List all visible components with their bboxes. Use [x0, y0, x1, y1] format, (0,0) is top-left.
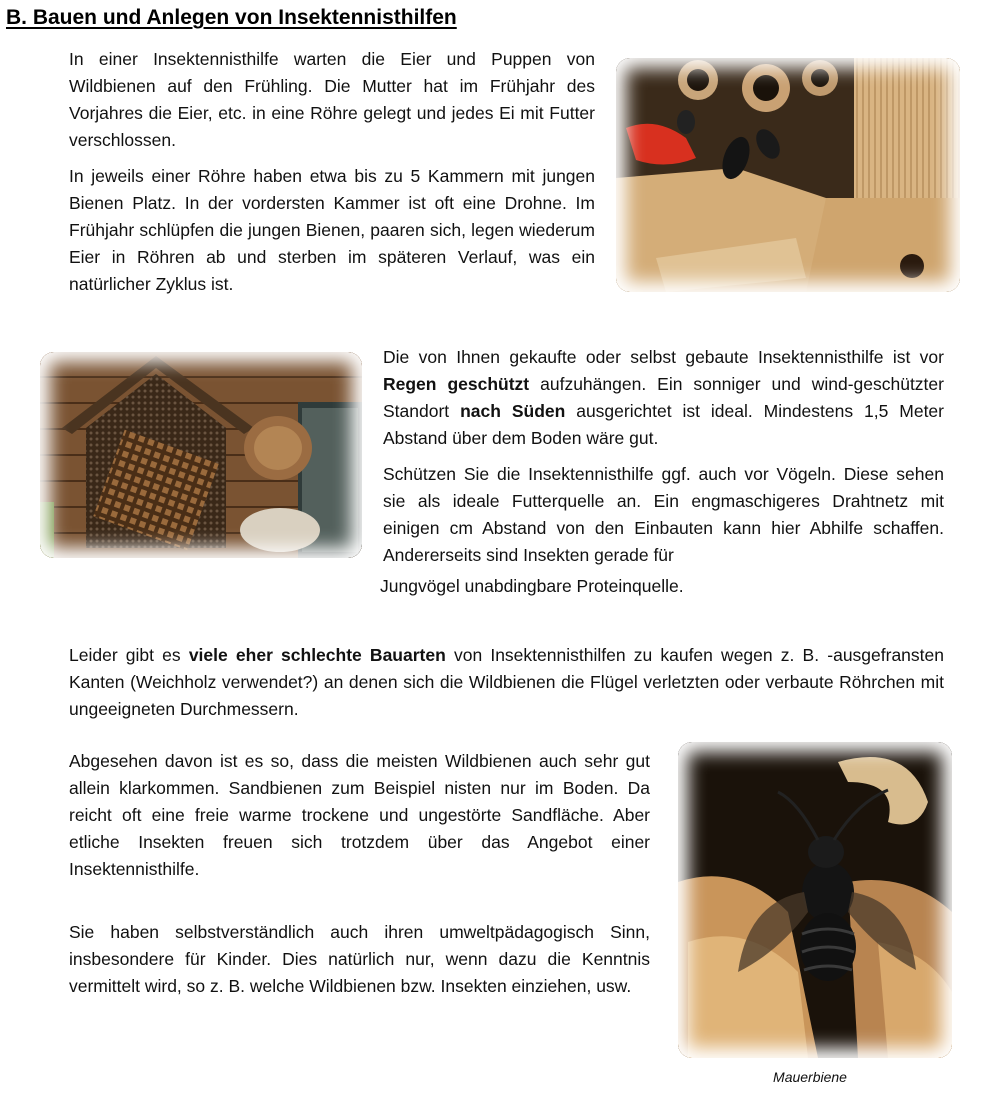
rain-protected-emphasis: Regen geschützt [383, 374, 530, 394]
placement-text-part: aufzuhängen. Ein sonniger und wind-geschützter Standort [383, 374, 944, 421]
bad-designs-paragraph [69, 642, 944, 723]
placement-text [383, 344, 944, 569]
bees-at-nest-tubes-photo [616, 58, 960, 292]
intro-paragraph-1: In einer Insektennisthilfe warten die Eier und Puppen von Wildbienen auf den Frühling. Die Mutter hat im Frühjahr des Vorjahres die Eier, etc. in eine Röhre gelegt und jedes Ei mit Futter verschlossen. [69, 49, 595, 150]
wild-bees-text [69, 748, 650, 1000]
page-heading: B. Bauen und Anlegen von Insektennisthilfen [6, 6, 457, 29]
intro-text [69, 46, 595, 298]
placement-paragraph-2 [383, 461, 944, 569]
bad-designs-text [69, 642, 944, 723]
intro-paragraph-2: In jeweils einer Röhre haben etwa bis zu 5 Kammern mit jungen Bienen Platz. In der vordersten Kammer ist oft eine Drohne. Im Frühjahr schlüpfen die jungen Bienen, paaren sich, legen wiederum Eier in Röhren ab und sterben im späteren Verlauf, was ein natürlicher Zyklus ist. [69, 166, 595, 294]
bad-designs-text-part: von Insektennisthilfen zu kaufen wegen z. B. -ausgefransten Kanten (Weichholz verwendet?) an denen sich die Wildbienen die Flügel verletzten oder verbaute Röhrchen mit ungeeigneten Durchmessern. [69, 645, 944, 719]
insect-hotel-photo [40, 352, 362, 558]
placement-text-part: Die von Ihnen gekaufte oder selbst gebaute Insektennisthilfe ist vor [383, 347, 944, 367]
south-facing-emphasis: nach Süden [460, 401, 566, 421]
mason-bee-photo [678, 742, 952, 1058]
bird-protection-text: Schützen Sie die Insektennisthilfe ggf. auch vor Vögeln. Diese sehen sie als ideale Futterquelle an. Ein engmaschigeres Drahtnetz mit einigen cm Abstand von den Einbauten kann hier Abhilfe schaffen. Andererseits sind Insekten gerade für [383, 464, 944, 565]
wild-bees-paragraph-1: Abgesehen davon ist es so, dass die meisten Wildbienen auch sehr gut allein klarkommen. Sandbienen zum Beispiel nisten nur im Boden. Da reicht oft eine freie warme trockene und ungestörte Sandfläche. Aber etliche Insekten freuen sich trotzdem über das Angebot einer Insektennisthilfe. [69, 751, 650, 879]
photo-caption: Mauerbiene [773, 1069, 847, 1085]
placement-text-part: ausgerichtet ist ideal. Mindestens 1,5 Meter Abstand über dem Boden wäre gut. [383, 401, 944, 448]
wild-bees-paragraph-2: Sie haben selbstverständlich auch ihren umweltpädagogisch Sinn, insbesondere für Kinder. Dies natürlich nur, wenn dazu die Kenntnis vermittelt wird, so z. B. welche Wildbienen bzw. Insekten einziehen, usw. [69, 922, 650, 996]
bad-designs-emphasis: viele eher schlechte Bauarten [188, 645, 446, 665]
placement-paragraph-2-last-line: Jungvögel unabdingbare Proteinquelle. [380, 576, 684, 596]
bad-designs-text-part: Leider gibt es [69, 645, 189, 665]
placement-paragraph-1 [383, 344, 944, 452]
